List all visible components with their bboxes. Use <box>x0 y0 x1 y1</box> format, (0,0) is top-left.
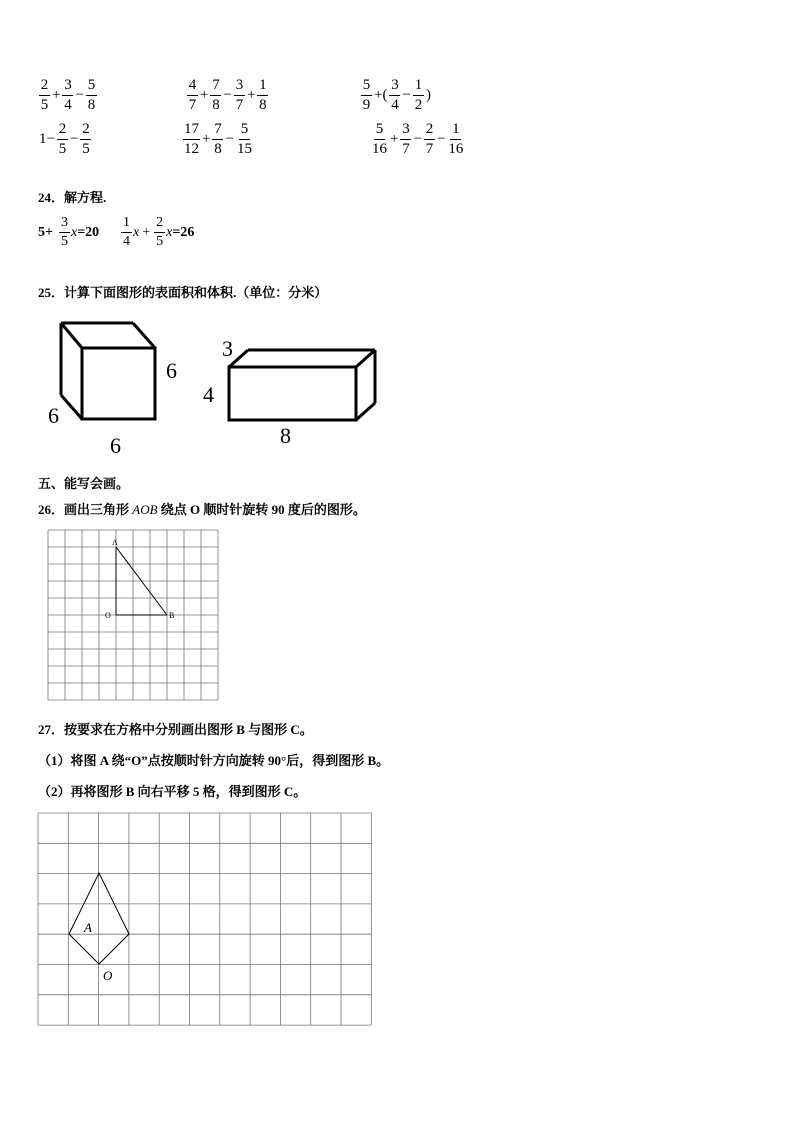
cube-left-label: 6 <box>48 403 59 428</box>
operator: − <box>225 131 234 147</box>
cube-right-label: 6 <box>166 358 177 383</box>
fraction: $\frac{1}{8}$ <box>259 77 267 113</box>
q24-title: 24．解方程. <box>38 190 107 205</box>
fraction: $\frac{1}{2}$ <box>414 77 423 113</box>
fraction: $\frac{17}{12}$ <box>184 121 199 157</box>
cube-bottom-label: 6 <box>110 433 121 458</box>
q27-step-2: （2）再将图形 B 向右平移 5 格，得到图形 C。 <box>38 784 307 799</box>
point-o-label: O <box>103 968 113 983</box>
fraction: $\frac{3}{4}$ <box>64 77 72 113</box>
operator: + <box>202 131 211 147</box>
fraction: $\frac{5}{15}$ <box>236 121 252 157</box>
cuboid-left-label: 4 <box>203 382 214 407</box>
fraction: $\frac{3}{7}$ <box>235 77 244 113</box>
fraction: $\frac{3}{5}$ <box>60 215 68 249</box>
section-5-title: 五、能写会画。 <box>38 476 130 491</box>
cuboid-bottom-label: 8 <box>280 423 291 448</box>
fraction: $\frac{2}{5}$ <box>40 77 49 113</box>
operator: 1− <box>39 131 55 147</box>
fraction: $\frac{4}{7}$ <box>188 77 197 113</box>
operator: +( <box>374 87 388 103</box>
operator: − <box>413 131 422 147</box>
point-a-label: A <box>112 538 118 547</box>
q27-title: 27．按要求在方格中分别画出图形 B 与图形 C。 <box>38 722 313 737</box>
q26-title: 26．画出三角形 AOB 绕点 O 顺时针旋转 90 度后的图形。 <box>38 502 366 517</box>
q25-title: 25．计算下面图形的表面积和体积.（单位：分米） <box>38 285 328 300</box>
fraction: $\frac{2}{5}$ <box>58 121 67 157</box>
fraction: $\frac{5}{16}$ <box>372 121 387 157</box>
operator: − <box>223 87 232 103</box>
q24-equation-1: 5+ $\frac{3}{5}$ x =20 <box>38 215 100 249</box>
fraction: $\frac{2}{7}$ <box>425 121 434 157</box>
operator: − <box>69 131 79 147</box>
operator: − <box>75 87 84 103</box>
operator: + <box>246 87 256 103</box>
point-b-label: B <box>169 611 175 620</box>
fraction: $\frac{3}{4}$ <box>391 77 399 113</box>
fraction: $\frac{2}{5}$ <box>82 121 90 157</box>
fraction: $\frac{5}{9}$ <box>362 77 371 113</box>
fraction: $\frac{1}{4}$ <box>123 215 130 249</box>
fraction: $\frac{7}{8}$ <box>212 77 220 113</box>
fraction: $\frac{1}{16}$ <box>448 121 464 157</box>
operator: − <box>402 87 411 103</box>
operator: + <box>200 87 209 103</box>
q24-equation-2: $\frac{1}{4}$ x + $\frac{2}{5}$ x =26 <box>123 215 195 249</box>
point-o-label: O <box>105 611 111 620</box>
fraction: $\frac{3}{7}$ <box>402 121 410 157</box>
cuboid-top-label: 3 <box>222 336 233 361</box>
fraction: $\frac{5}{8}$ <box>87 77 96 113</box>
fraction: $\frac{2}{5}$ <box>156 215 164 249</box>
operator: + <box>390 131 399 147</box>
operator: − <box>436 131 446 147</box>
figure-a-label: A <box>84 920 92 935</box>
operator: ) <box>425 87 431 103</box>
q27-step-1: （1）将图 A 绕“O”点按顺时针方向旋转 90°后，得到图形 B。 <box>38 753 390 768</box>
operator: + <box>52 87 61 103</box>
fraction: $\frac{7}{8}$ <box>214 121 222 157</box>
